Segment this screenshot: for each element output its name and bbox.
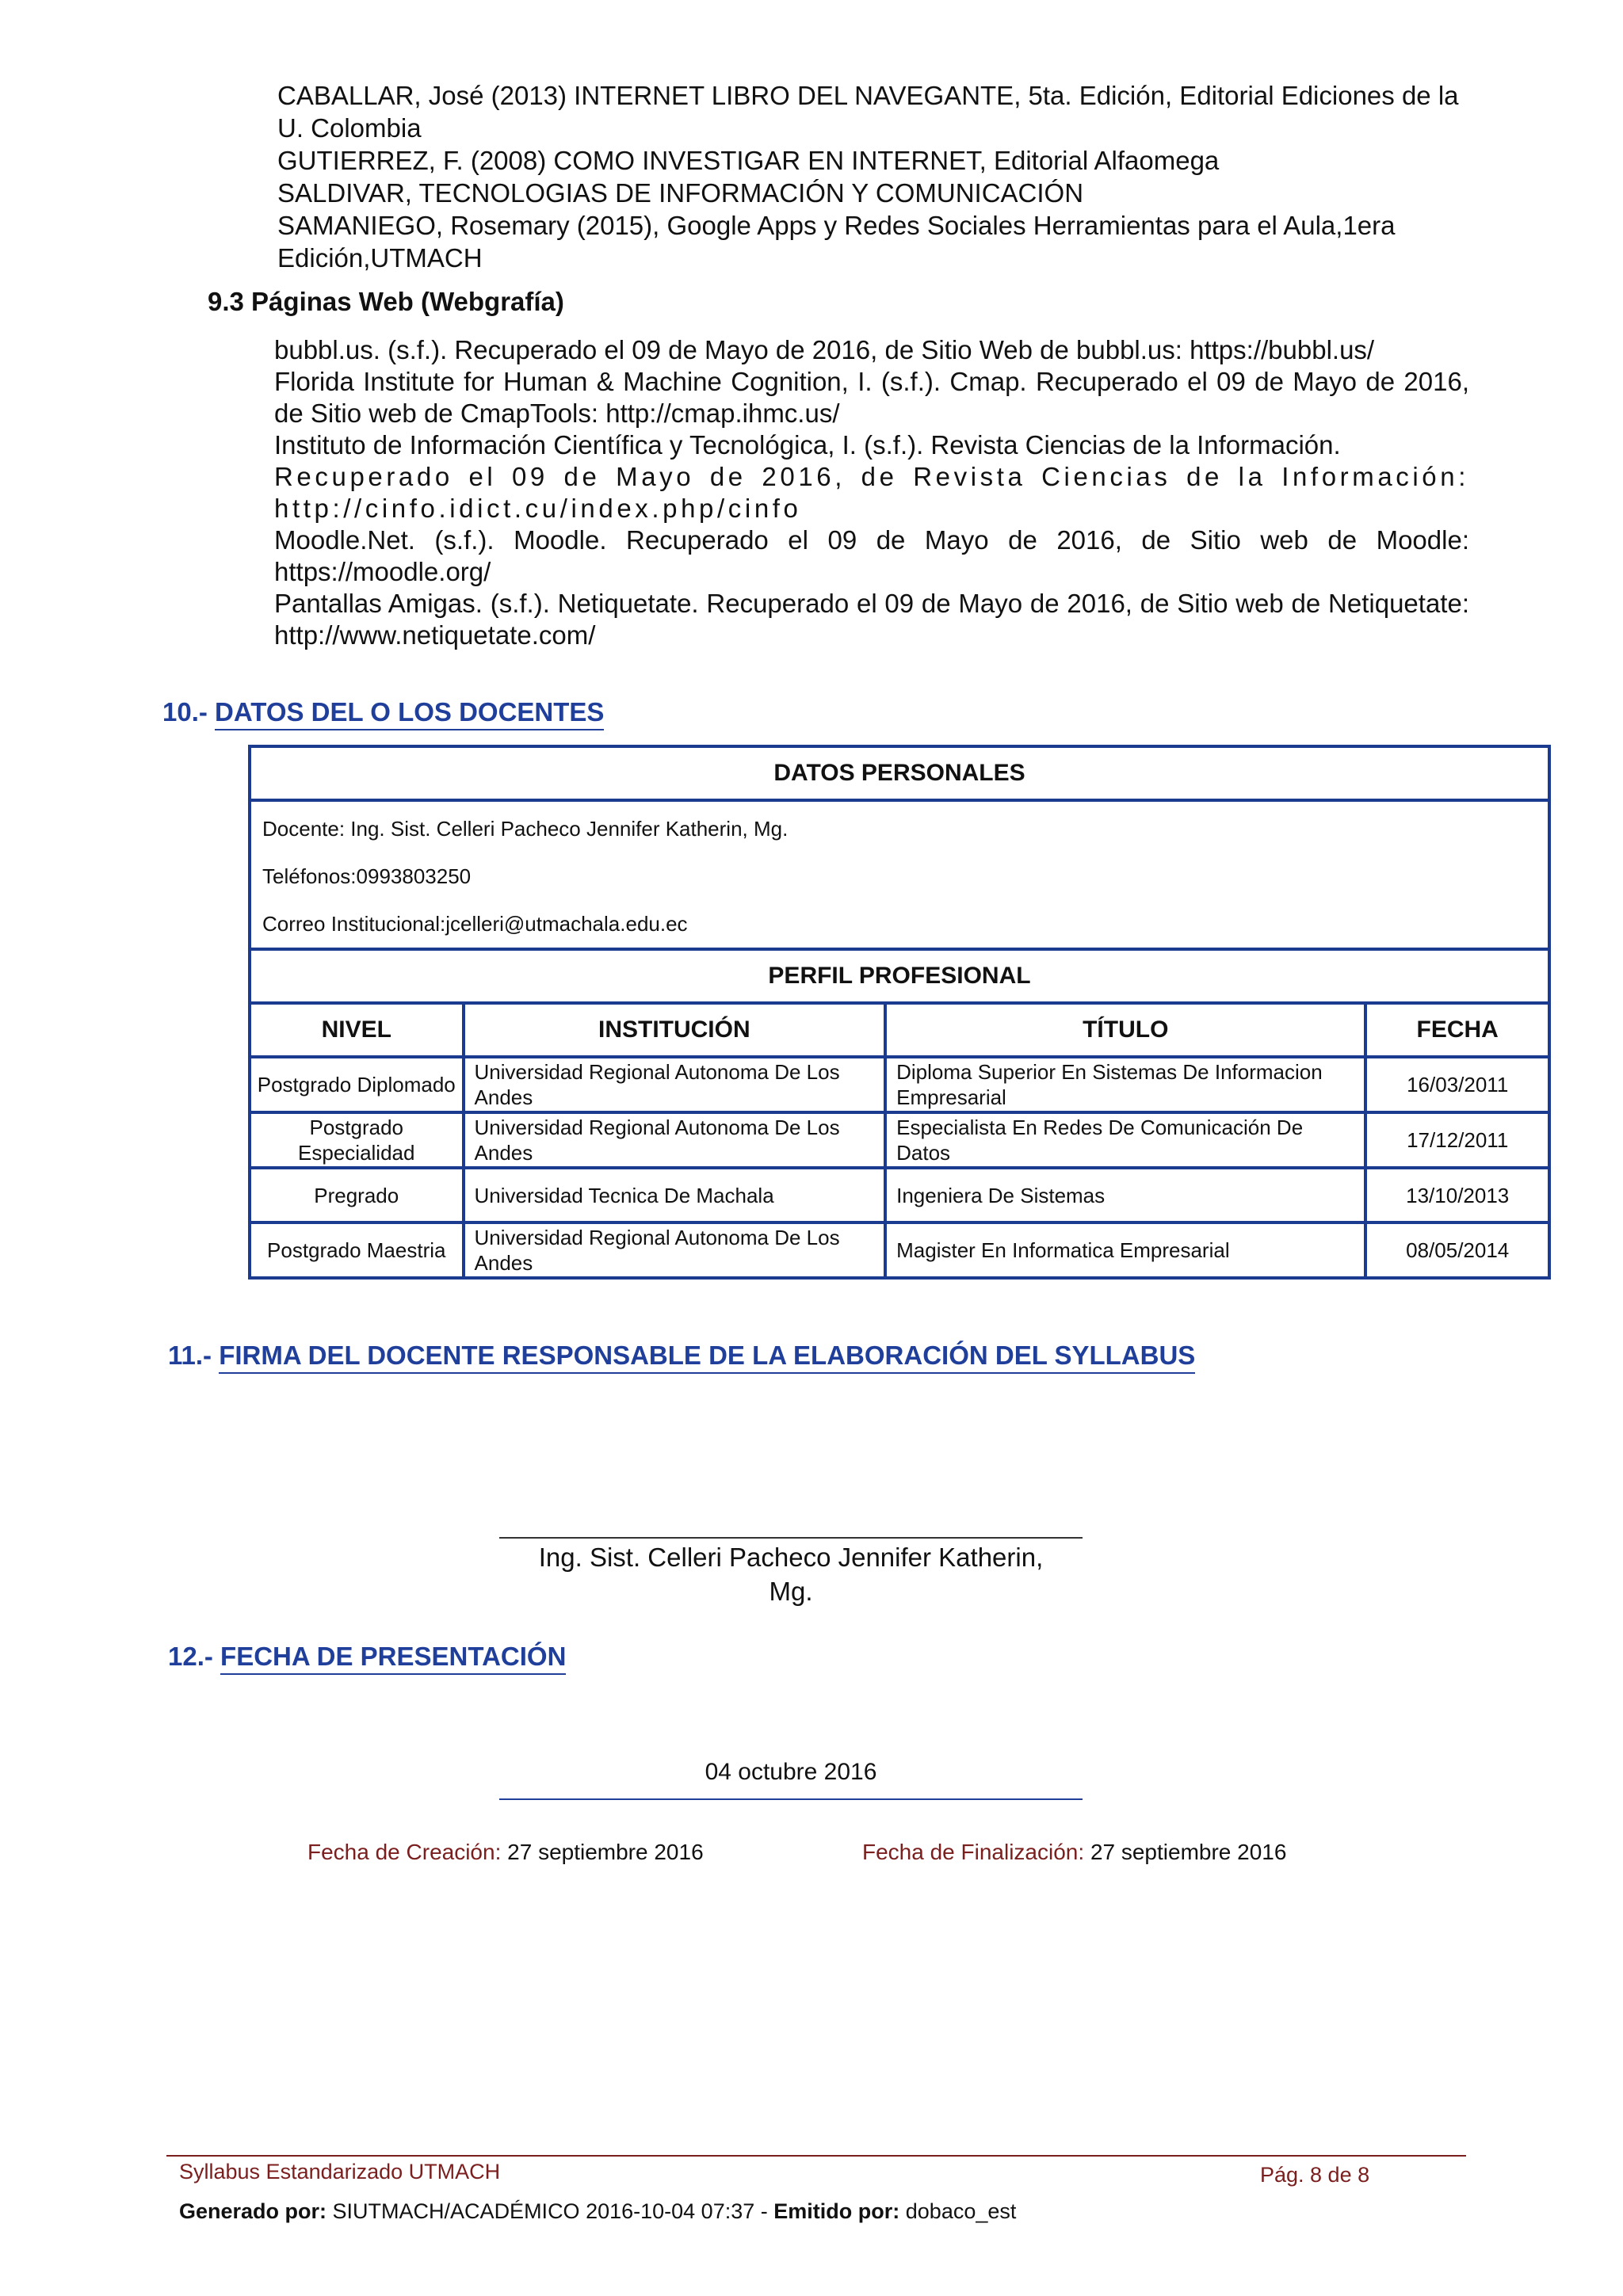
web-entry: Recuperado el 09 de Mayo de 2016, de Revista Ciencias de la Información: http://cinfo.idict.cu/index.php/cinfo <box>274 462 1469 523</box>
finalization-date-label: Fecha de Finalización: <box>862 1840 1085 1864</box>
bib-entry: CABALLAR, José (2013) INTERNET LIBRO DEL NAVEGANTE, 5ta. Edición, Editorial Ediciones de la U. Colombia <box>277 81 1459 143</box>
web-entry: Pantallas Amigas. (s.f.). Netiquetate. Recuperado el 09 de Mayo de 2016, de Sitio web de Netiquetate: http://www.netiquetate.com/ <box>274 589 1469 650</box>
table-row <box>250 1057 1549 1112</box>
cell-fecha: 16/03/2011 <box>1365 1057 1549 1112</box>
signature-name-line: Ing. Sist. Celleri Pacheco Jennifer Katherin, <box>538 1543 1044 1572</box>
table-row <box>250 1168 1549 1222</box>
footer-divider <box>166 2155 1466 2157</box>
cell-institucion: Universidad Tecnica De Machala <box>464 1168 886 1222</box>
column-header-fecha: FECHA <box>1365 1003 1549 1057</box>
cell-titulo: Diploma Superior En Sistemas De Informacion Empresarial <box>885 1057 1365 1112</box>
signature-degree: Mg. <box>769 1577 813 1606</box>
docente-email: Correo Institucional:jcelleri@utmachala.edu.ec <box>250 897 1549 949</box>
generated-label: Generado por: <box>179 2199 327 2223</box>
section-number: 10.- <box>162 697 208 727</box>
cell-fecha: 13/10/2013 <box>1365 1168 1549 1222</box>
section-11-heading <box>168 1341 1195 1371</box>
cell-institucion: Universidad Regional Autonoma De Los Andes <box>464 1057 886 1112</box>
emitted-value: dobaco_est <box>905 2199 1017 2223</box>
section-title: DATOS DEL O LOS DOCENTES <box>215 697 604 730</box>
cell-fecha: 17/12/2011 <box>1365 1112 1549 1168</box>
creation-date-label: Fecha de Creación: <box>307 1840 502 1864</box>
creation-date-value: 27 septiembre 2016 <box>507 1840 704 1864</box>
presentation-date-line <box>499 1798 1083 1800</box>
column-header-titulo: TÍTULO <box>885 1003 1365 1057</box>
cell-titulo: Ingeniera De Sistemas <box>885 1168 1365 1222</box>
finalization-date-value: 27 septiembre 2016 <box>1090 1840 1287 1864</box>
personal-data-header: DATOS PERSONALES <box>250 746 1549 800</box>
column-header-nivel: NIVEL <box>250 1003 464 1057</box>
cell-nivel: Pregrado <box>250 1168 464 1222</box>
section-title: FIRMA DEL DOCENTE RESPONSABLE DE LA ELABORACIÓN DEL SYLLABUS <box>219 1341 1195 1374</box>
bibliography-list <box>277 79 1474 274</box>
webgrafia-list <box>274 334 1469 651</box>
generated-value: SIUTMACH/ACADÉMICO 2016-10-04 07:37 - <box>332 2199 768 2223</box>
cell-nivel: Postgrado Maestria <box>250 1222 464 1278</box>
footer-generated <box>179 2199 1016 2224</box>
table-row <box>250 1112 1549 1168</box>
profile-header: PERFIL PROFESIONAL <box>250 949 1549 1003</box>
cell-fecha: 08/05/2014 <box>1365 1222 1549 1278</box>
docente-phone: Teléfonos:0993803250 <box>250 849 1549 897</box>
emitted-label: Emitido por: <box>773 2199 900 2223</box>
section-12-heading <box>168 1642 566 1672</box>
webgrafia-heading: 9.3 Páginas Web (Webgrafía) <box>208 287 564 316</box>
section-10-heading <box>162 697 604 727</box>
bib-entry: GUTIERREZ, F. (2008) COMO INVESTIGAR EN INTERNET, Editorial Alfaomega <box>277 146 1220 175</box>
section-title: FECHA DE PRESENTACIÓN <box>220 1642 566 1675</box>
section-number: 12.- <box>168 1642 213 1671</box>
cell-nivel: Postgrado Especialidad <box>250 1112 464 1168</box>
docente-name: Docente: Ing. Sist. Celleri Pacheco Jennifer Katherin, Mg. <box>250 800 1549 849</box>
signature-name <box>499 1540 1083 1608</box>
section-number: 11.- <box>168 1341 212 1370</box>
column-header-institucion: INSTITUCIÓN <box>464 1003 886 1057</box>
cell-institucion: Universidad Regional Autonoma De Los Andes <box>464 1112 886 1168</box>
cell-titulo: Especialista En Redes De Comunicación De Datos <box>885 1112 1365 1168</box>
docentes-table <box>248 745 1551 1280</box>
web-entry: Instituto de Información Científica y Tecnológica, I. (s.f.). Revista Ciencias de la Información. <box>274 430 1341 460</box>
finalization-date <box>862 1840 1286 1865</box>
creation-date <box>307 1840 704 1865</box>
web-entry: Florida Institute for Human & Machine Cognition, I. (s.f.). Cmap. Recuperado el 09 de Mayo de 2016, de Sitio web de CmapTools: http://cmap.ihmc.us/ <box>274 367 1469 428</box>
web-entry: Moodle.Net. (s.f.). Moodle. Recuperado el 09 de Mayo de 2016, de Sitio web de Moodle: https://moodle.org/ <box>274 525 1469 586</box>
presentation-date: 04 octubre 2016 <box>705 1759 877 1785</box>
cell-titulo: Magister En Informatica Empresarial <box>885 1222 1365 1278</box>
signature-line <box>499 1537 1083 1539</box>
cell-nivel: Postgrado Diplomado <box>250 1057 464 1112</box>
footer-title: Syllabus Estandarizado UTMACH <box>179 2160 501 2183</box>
table-row <box>250 1222 1549 1278</box>
web-entry: bubbl.us. (s.f.). Recuperado el 09 de Mayo de 2016, de Sitio Web de bubbl.us: https://bubbl.us/ <box>274 335 1375 364</box>
bib-entry: SALDIVAR, TECNOLOGIAS DE INFORMACIÓN Y COMUNICACIÓN <box>277 178 1084 208</box>
bib-entry: SAMANIEGO, Rosemary (2015), Google Apps y Redes Sociales Herramientas para el Aula,1era Edición,UTMACH <box>277 211 1396 273</box>
cell-institucion: Universidad Regional Autonoma De Los Andes <box>464 1222 886 1278</box>
page-number: Pág. 8 de 8 <box>1260 2163 1370 2187</box>
